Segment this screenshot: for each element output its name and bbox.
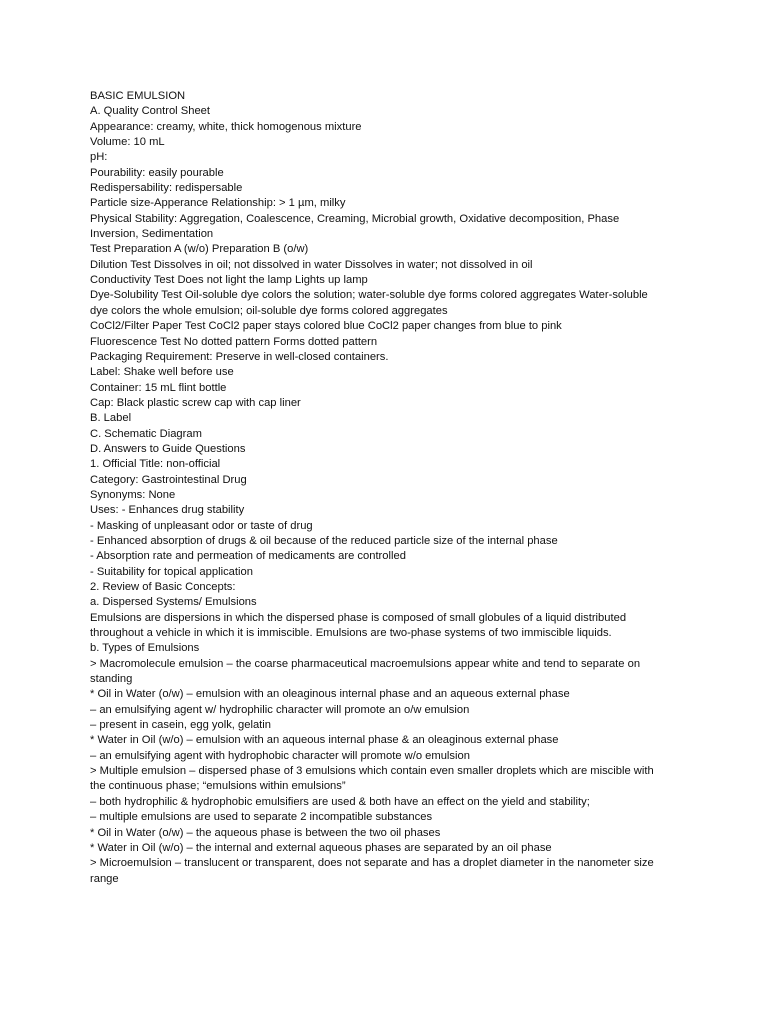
text-line: Physical Stability: Aggregation, Coalescence, Creaming, Microbial growth, Oxidative decomposition, Phase bbox=[90, 212, 620, 225]
document-body bbox=[90, 89, 690, 887]
text-line: 1. Official Title: non-official bbox=[90, 458, 221, 471]
text-line: Conductivity Test Does not light the lamp Lights up lamp bbox=[90, 274, 368, 287]
text-line: Cap: Black plastic screw cap with cap liner bbox=[90, 396, 301, 409]
text-line: Packaging Requirement: Preserve in well-closed containers. bbox=[90, 350, 389, 363]
text-line: C. Schematic Diagram bbox=[90, 427, 202, 440]
text-line: standing bbox=[90, 673, 133, 686]
text-line: – both hydrophilic & hydrophobic emulsifiers are used & both have an effect on the yield and stability; bbox=[90, 795, 590, 808]
text-line: Fluorescence Test No dotted pattern Forms dotted pattern bbox=[90, 335, 378, 348]
text-line: Synonyms: None bbox=[90, 488, 176, 501]
text-line: Category: Gastrointestinal Drug bbox=[90, 473, 247, 486]
text-line: – present in casein, egg yolk, gelatin bbox=[90, 719, 271, 732]
text-line: the continuous phase; “emulsions within emulsions” bbox=[90, 780, 346, 793]
text-line: Test Preparation A (w/o) Preparation B (o/w) bbox=[90, 243, 309, 256]
text-line: b. Types of Emulsions bbox=[90, 642, 200, 655]
text-line: CoCl2/Filter Paper Test CoCl2 paper stays colored blue CoCl2 paper changes from blue to pink bbox=[90, 320, 562, 333]
text-line: Dilution Test Dissolves in oil; not dissolved in water Dissolves in water; not dissolved in oil bbox=[90, 258, 533, 271]
document-title: BASIC EMULSION bbox=[90, 90, 186, 102]
text-line: * Water in Oil (w/o) – emulsion with an aqueous internal phase & an oleaginous external phase bbox=[90, 734, 559, 747]
text-line: Volume: 10 mL bbox=[90, 136, 165, 149]
text-line: range bbox=[90, 872, 119, 885]
text-line: Dye-Solubility Test Oil-soluble dye colors the solution; water-soluble dye forms colored aggregates Water-soluble bbox=[90, 289, 648, 302]
text-line: > Microemulsion – translucent or transparent, does not separate and has a droplet diameter in the nanometer size bbox=[90, 857, 654, 870]
text-line: – an emulsifying agent w/ hydrophilic character will promote an o/w emulsion bbox=[90, 703, 470, 716]
text-line: * Oil in Water (o/w) – emulsion with an oleaginous internal phase and an aqueous external phase bbox=[90, 688, 570, 701]
text-line: > Multiple emulsion – dispersed phase of 3 emulsions which contain even smaller droplets which are miscible with bbox=[90, 765, 654, 778]
text-line: Inversion, Sedimentation bbox=[90, 228, 214, 241]
text-line: dye colors the whole emulsion; oil-soluble dye forms colored aggregates bbox=[90, 304, 448, 317]
text-line: pH: bbox=[90, 151, 108, 164]
text-line: * Oil in Water (o/w) – the aqueous phase is between the two oil phases bbox=[90, 826, 441, 839]
text-line: – an emulsifying agent with hydrophobic character will promote w/o emulsion bbox=[90, 749, 470, 762]
text-line: Uses: - Enhances drug stability bbox=[90, 504, 245, 517]
text-line: a. Dispersed Systems/ Emulsions bbox=[90, 596, 257, 609]
text-line: D. Answers to Guide Questions bbox=[90, 442, 246, 455]
text-line: Label: Shake well before use bbox=[90, 366, 234, 379]
text-line: - Enhanced absorption of drugs & oil because of the reduced particle size of the internal phase bbox=[90, 534, 558, 547]
text-line: Redispersability: redispersable bbox=[90, 182, 243, 195]
text-line: - Absorption rate and permeation of medicaments are controlled bbox=[90, 550, 406, 563]
text-line: Container: 15 mL flint bottle bbox=[90, 381, 227, 394]
text-line: Emulsions are dispersions in which the dispersed phase is composed of small globules of a liquid distributed bbox=[90, 611, 627, 624]
text-line: 2. Review of Basic Concepts: bbox=[90, 581, 236, 593]
text-line: * Water in Oil (w/o) – the internal and external aqueous phases are separated by an oil phase bbox=[90, 841, 552, 854]
text-line: B. Label bbox=[90, 412, 132, 425]
text-line: Particle size-Apperance Relationship: > 1 µm, milky bbox=[90, 197, 346, 210]
text-line: Appearance: creamy, white, thick homogenous mixture bbox=[90, 120, 362, 133]
text-line: - Suitability for topical application bbox=[90, 565, 253, 578]
text-line: throughout a vehicle in which it is immiscible. Emulsions are two-phase systems of two immiscible liquids. bbox=[90, 627, 612, 640]
text-line: Pourability: easily pourable bbox=[90, 166, 224, 179]
text-line: > Macromolecule emulsion – the coarse pharmaceutical macroemulsions appear white and tend to separate on bbox=[90, 657, 641, 670]
text-line: A. Quality Control Sheet bbox=[90, 105, 211, 118]
text-line: - Masking of unpleasant odor or taste of drug bbox=[90, 519, 313, 532]
text-line: – multiple emulsions are used to separate 2 incompatible substances bbox=[90, 811, 433, 824]
